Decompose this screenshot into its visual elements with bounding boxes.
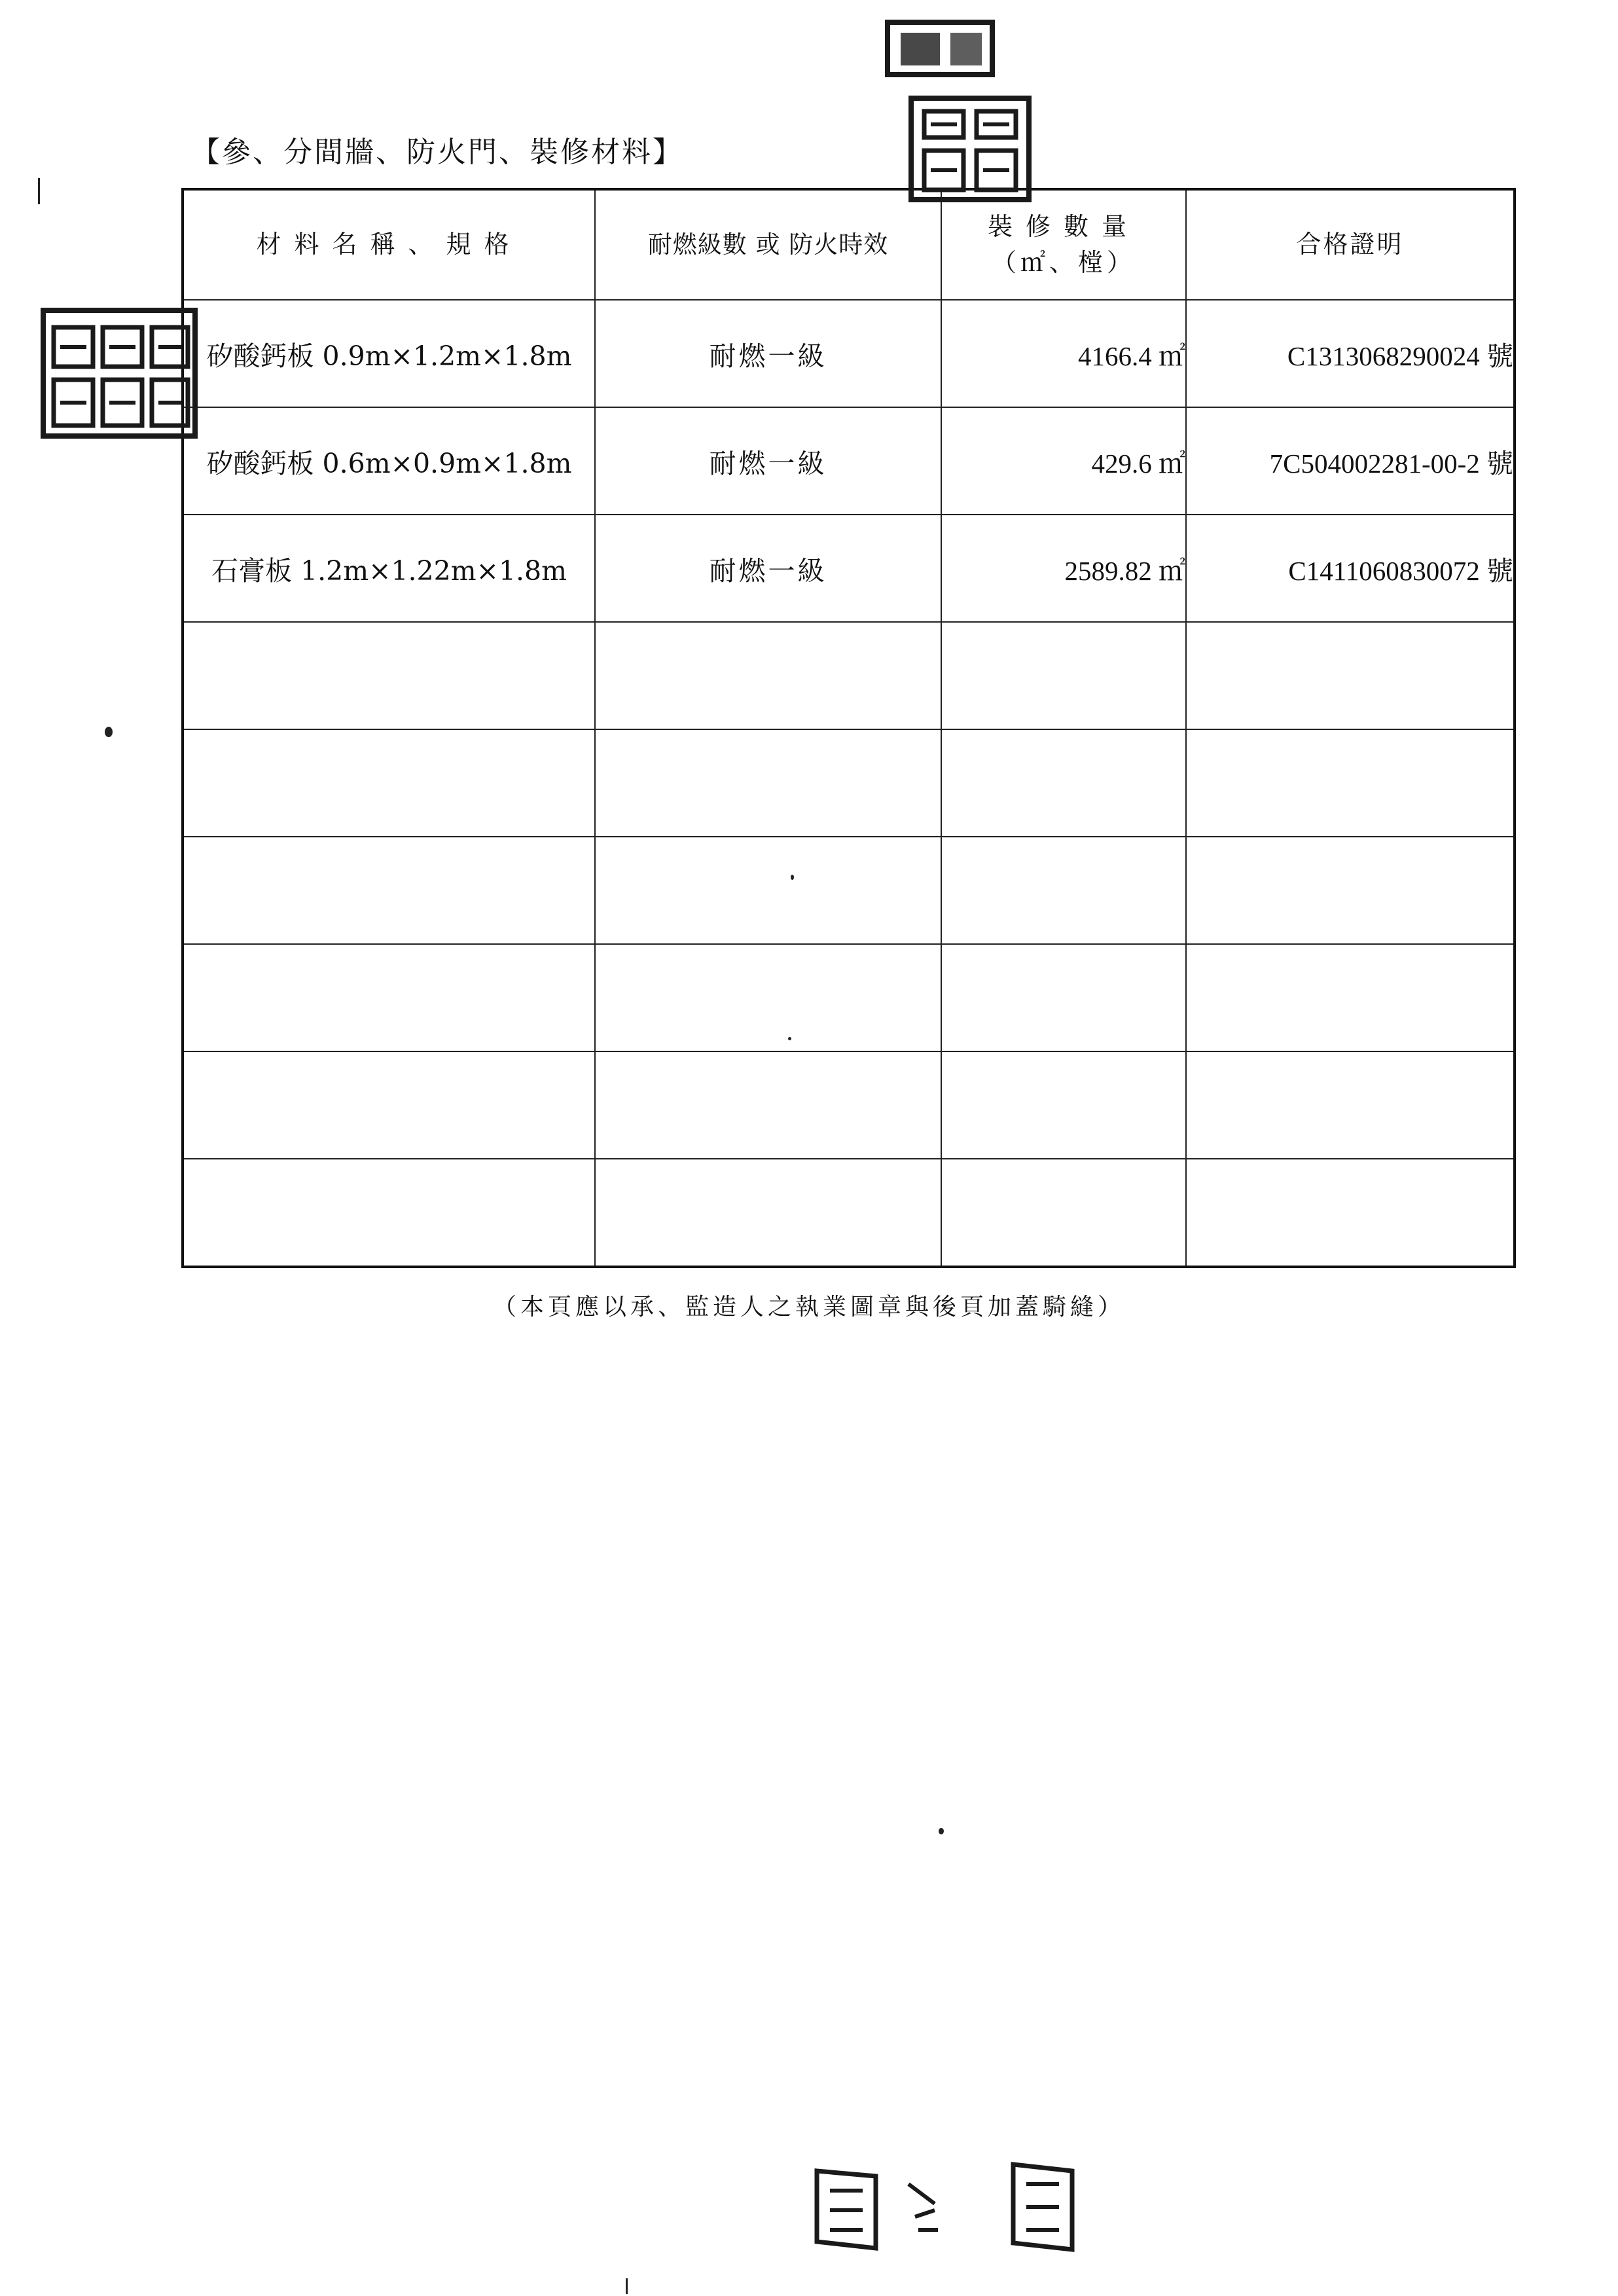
cell-certificate [1186,1159,1515,1267]
cell-quantity [941,1051,1186,1159]
cell-material-name: 矽酸鈣板 0.9m×1.2m×1.8m [183,300,595,407]
scan-speck [788,1037,791,1040]
cell-certificate: C1313068290024 號 [1186,300,1515,407]
table-row [183,622,1515,729]
cell-certificate [1186,944,1515,1051]
partial-stamp-icon [810,2158,1085,2256]
cell-quantity: 2589.82 ㎡ [941,515,1186,622]
table-row [183,300,1515,407]
scan-speck [105,727,113,737]
cell-quantity [941,729,1186,837]
cell-quantity [941,944,1186,1051]
cell-fire-rating: 耐燃一級 [595,300,941,407]
cell-material-name [183,1051,595,1159]
table-row [183,837,1515,944]
table-row [183,729,1515,837]
cell-material-name [183,944,595,1051]
cell-fire-rating [595,1051,941,1159]
cell-quantity [941,1159,1186,1267]
cell-certificate [1186,622,1515,729]
cell-fire-rating [595,622,941,729]
scan-speck [38,178,40,204]
cell-material-name [183,729,595,837]
materials-table [181,188,1516,1268]
cell-certificate [1186,729,1515,837]
header-material-name: 材料名稱、規格 [183,189,595,300]
cell-material-name: 矽酸鈣板 0.6m×0.9m×1.8m [183,407,595,515]
cell-fire-rating [595,729,941,837]
cell-certificate [1186,1051,1515,1159]
cell-material-name: 石膏板 1.2m×1.22m×1.8m [183,515,595,622]
scan-speck [626,2278,628,2294]
header-certificate: 合格證明 [1186,189,1515,300]
seal-stamp-icon [885,20,1035,203]
scan-speck [939,1828,944,1834]
table-row [183,407,1515,515]
cell-fire-rating: 耐燃一級 [595,407,941,515]
cell-fire-rating [595,944,941,1051]
footnote: （本頁應以承、監造人之執業圖章與後頁加蓋騎縫） [492,1294,1125,1321]
cell-fire-rating: 耐燃一級 [595,515,941,622]
cell-certificate: 7C504002281-00-2 號 [1186,407,1515,515]
section-title: 【參、分間牆、防火門、裝修材料】 [191,136,683,169]
cell-fire-rating [595,1159,941,1267]
table-header-row [183,189,1515,300]
cell-material-name [183,837,595,944]
header-quantity [941,189,1186,300]
table-row [183,1051,1515,1159]
cell-quantity: 4166.4 ㎡ [941,300,1186,407]
cell-material-name [183,622,595,729]
header-quantity-unit: （㎡、樘） [991,248,1136,277]
header-fire-rating: 耐燃級數 或 防火時效 [595,189,941,300]
table-row [183,944,1515,1051]
scan-speck [791,875,794,880]
cell-fire-rating [595,837,941,944]
seal-stamp-icon [41,308,198,439]
table-row [183,1159,1515,1267]
cell-certificate [1186,837,1515,944]
cell-quantity: 429.6 ㎡ [941,407,1186,515]
cell-certificate: C1411060830072 號 [1186,515,1515,622]
cell-material-name [183,1159,595,1267]
cell-quantity [941,622,1186,729]
header-quantity-label: 裝修數量 [987,211,1140,241]
table-row [183,515,1515,622]
cell-quantity [941,837,1186,944]
